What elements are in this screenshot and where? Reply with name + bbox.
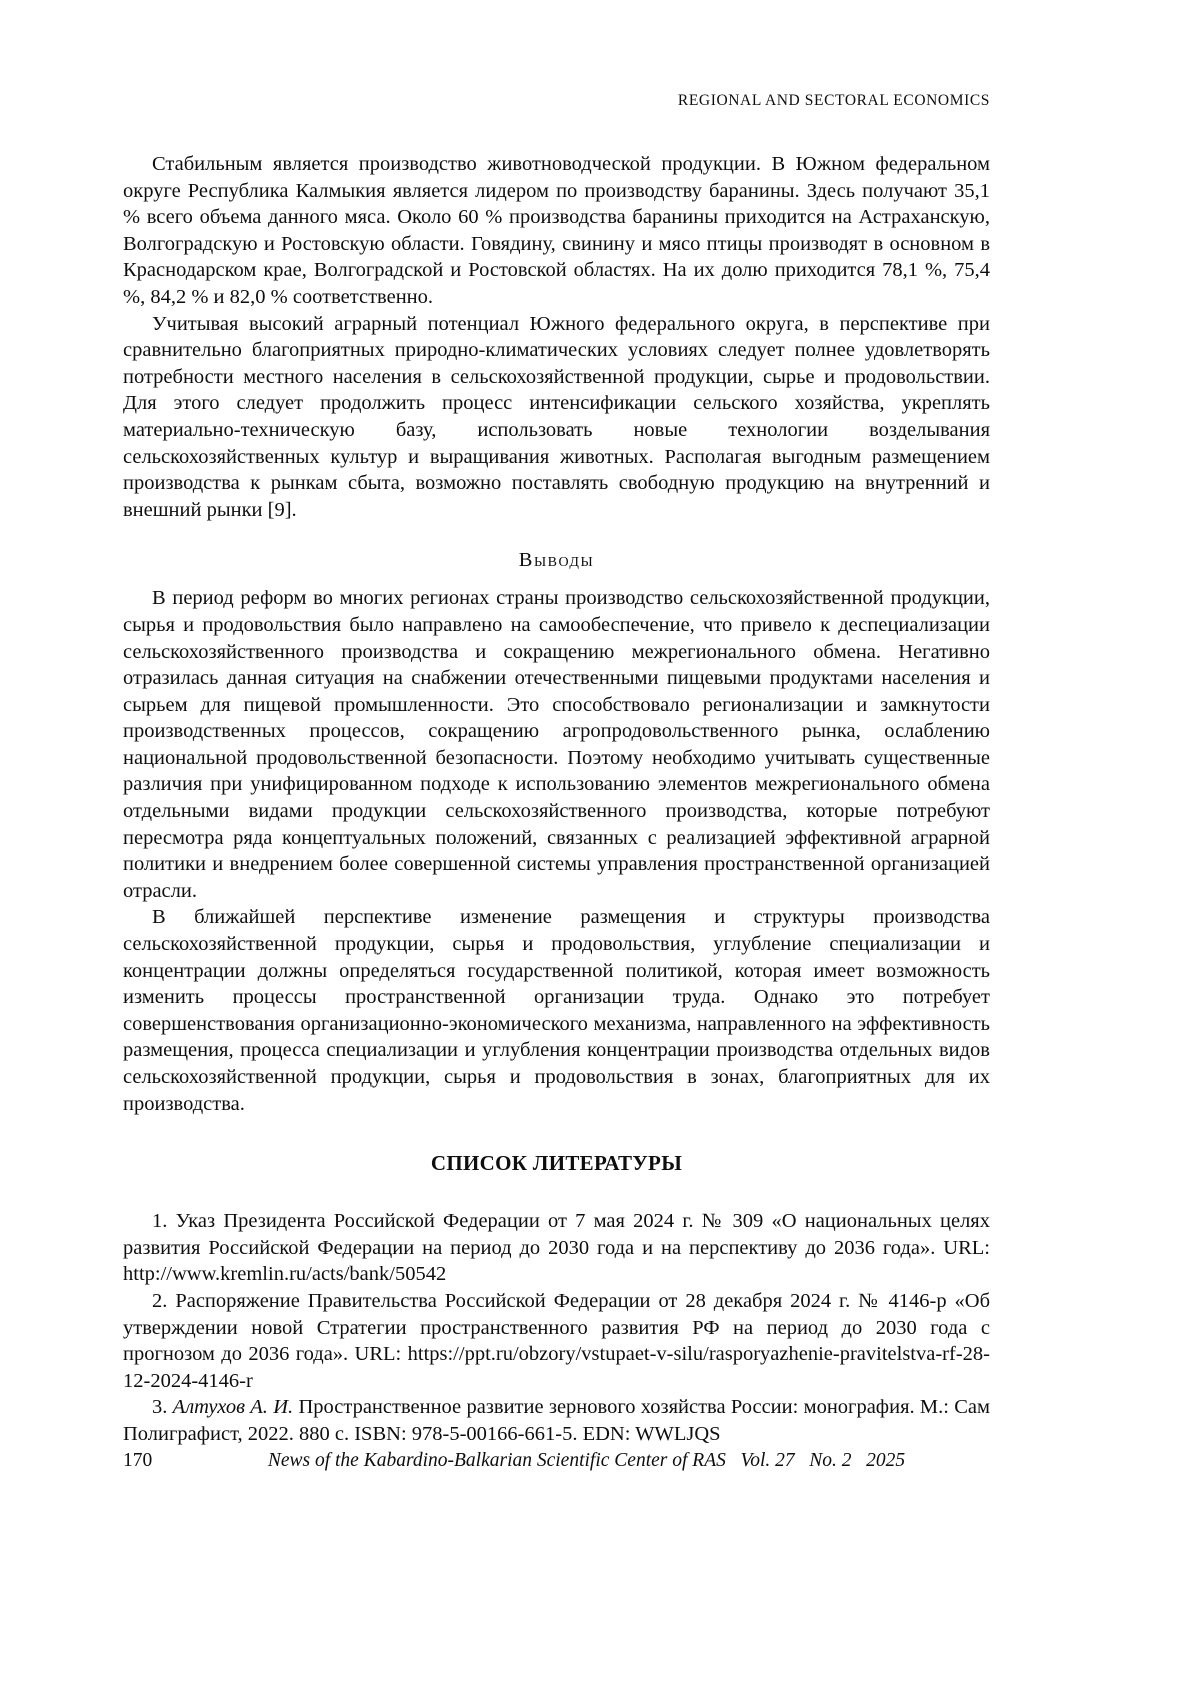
reference-number: 3. <box>152 1396 173 1419</box>
reference-author: Алтухов А. И. <box>172 1396 294 1419</box>
page-number: 170 <box>123 1450 153 1471</box>
body-paragraph: Учитывая высокий аграрный потенциал Южного федерального округа, в перспективе при сравнительно благоприятных природно-климатических условиях следует полнее удовлетворять потребности местного населения в сельскохозяйственной продукции, сырье и продовольствии. Для этого следует продолжить процесс интенсификации сельского хозяйства, укреплять материально-техническую базу, использовать новые технологии возделывания сельскохозяйственных культур и выращивания животных. Располагая выгодным размещением производства к рынкам сбыта, возможно поставлять свободную продукцию на внутренний и внешний рынки [9]. <box>123 312 990 521</box>
page-footer <box>123 1448 990 1474</box>
reference-text: 1. Указ Президента Российской Федерации от 7 мая 2024 г. № 309 «О национальных целях развития Российской Федерации на период до 2030 года и на перспективу до 2036 года». URL: http://www.kremlin.ru/acts/bank/50542 <box>123 1210 990 1286</box>
conclusions-heading: Выводы <box>518 549 595 572</box>
running-head <box>123 92 990 110</box>
reference-item <box>123 1208 990 1288</box>
reference-item <box>123 1288 990 1394</box>
references-heading: СПИСОК ЛИТЕРАТУРЫ <box>430 1151 683 1176</box>
conclusions-paragraph: В период реформ во многих регионах страны производство сельскохозяйственной продукции, сырья и продовольствия было направлено на самообеспечение, что привело к деспециализации сельскохозяйственного производства и сокращению межрегионального обмена. Негативно отразилась данная ситуация на снабжении отечественными пищевыми продуктами населения и сырьем для пищевой промышленности. Это способствовало регионализации и замкнутости производственных процессов, сокращению агропродовольственного рынка, ослаблению национальной продовольственной безопасности. Поэтому необходимо учитывать существенные различия при унифицированном подходе к использованию элементов межрегионального обмена отдельными видами продукции сельскохозяйственного производства, которые потребуют пересмотра ряда концептуальных положений, связанных с реализацией эффективной аграрной политики и внедрением более совершенной системы управления пространственной организацией отрасли. <box>123 587 990 902</box>
reference-text: 2. Распоряжение Правительства Российской Федерации от 28 декабря 2024 г. № 4146-р «Об утверждении новой Стратегии пространственного развития РФ на период до 2030 года с прогнозом до 2036 года». URL: https://ppt.ru/obzory/vstupaet-v-silu/rasporyazhenie-pravitelstva-rf-28-12-2024-4146-r <box>123 1289 990 1392</box>
reference-item <box>123 1394 990 1447</box>
reference-text: Пространственное развитие зернового хозяйства России: монография. М.: Сам Полиграфист, 2022. 880 с. ISBN: 978-5-00166-661-5. EDN: WWLJQS <box>123 1396 990 1445</box>
running-head-text: REGIONAL AND SECTORAL ECONOMICS <box>677 92 990 109</box>
body-paragraph: Стабильным является производство животноводческой продукции. В Южном федеральном округе Республика Калмыкия является лидером по производству баранины. Здесь получают 35,1 % всего объема данного мяса. Около 60 % производства баранины приходится на Астраханскую, Волгоградскую и Ростовскую области. Говядину, свинину и мясо птицы производят в основном в Краснодарском крае, Волгоградской и Ростовской областях. На их долю приходится 78,1 %, 75,4 %, 84,2 % и 82,0 % соответственно. <box>123 153 990 308</box>
references-list <box>123 1208 990 1447</box>
journal-reference-line: News of the Kabardino-Balkarian Scientific Center of RAS Vol. 27 No. 2 2025 <box>267 1450 906 1471</box>
conclusions-paragraph: В ближайшей перспективе изменение размещения и структуры производства сельскохозяйственной продукции, сырья и продовольствия, углубление специализации и концентрации должны определяться государственной политикой, которая имеет возможность изменить процессы пространственной организации труда. Однако это потребует совершенствования организационно-экономического механизма, направленного на эффективность размещения, процесса специализации и углубления концентрации производства отдельных видов сельскохозяйственной продукции, сырья и продовольствия в зонах, благоприятных для их производства. <box>123 906 990 1115</box>
page-content <box>123 0 990 1448</box>
article-body <box>123 151 990 1448</box>
